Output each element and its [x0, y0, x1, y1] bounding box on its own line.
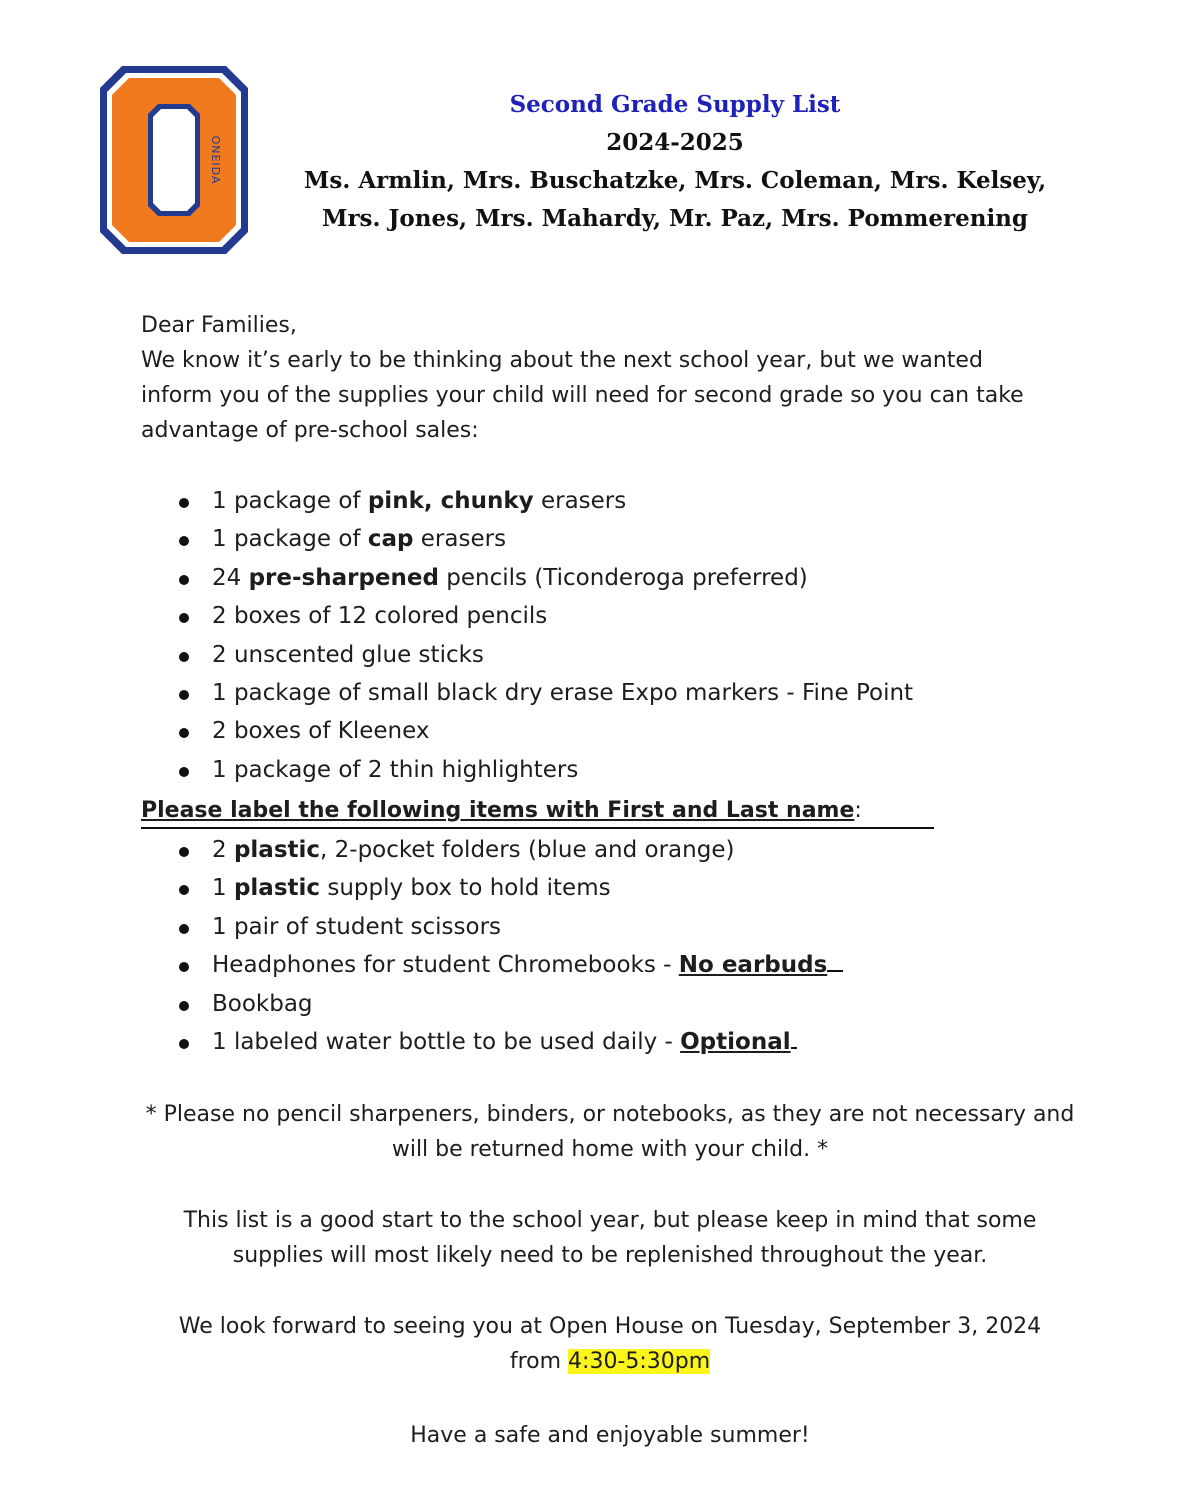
list-item: 24 pre-sharpened pencils (Ticonderoga preferred)	[141, 559, 1101, 597]
list-item: 1 package of small black dry erase Expo markers - Fine Point	[141, 674, 1101, 712]
bullet-icon	[179, 1001, 189, 1011]
list-item: 2 plastic, 2-pocket folders (blue and orange)	[141, 831, 1101, 869]
list-item: 1 plastic supply box to hold items	[141, 869, 1101, 907]
teachers-line-2: Mrs. Jones, Mrs. Mahardy, Mr. Paz, Mrs. Pommerening	[321, 205, 1028, 232]
bullet-icon	[179, 962, 189, 972]
oneida-logo	[100, 66, 248, 254]
labeled-items-list	[141, 831, 1101, 1061]
optional-note: Optional	[680, 1028, 791, 1055]
bullet-icon	[179, 575, 189, 585]
bullet-icon	[179, 690, 189, 700]
list-item: 1 package of 2 thin highlighters	[141, 751, 1101, 789]
school-year: 2024-2025	[606, 129, 744, 156]
list-item: 2 unscented glue sticks	[141, 636, 1101, 674]
bullet-icon	[179, 1039, 189, 1049]
list-item: 1 package of cap erasers	[141, 520, 1101, 558]
intro-letter	[141, 308, 1061, 448]
open-house-time: 4:30-5:30pm	[568, 1349, 711, 1374]
list-item: 1 package of pink, chunky erasers	[141, 482, 1101, 520]
bullet-icon	[179, 613, 189, 623]
supply-list	[141, 482, 1101, 789]
page-title: Second Grade Supply List	[509, 91, 841, 118]
list-item: Headphones for student Chromebooks - No earbuds	[141, 946, 1101, 984]
label-heading: Please label the following items with First and Last name:	[141, 795, 934, 829]
bullet-icon	[179, 498, 189, 508]
bullet-icon	[179, 767, 189, 777]
logo-text: ONEIDA	[209, 135, 222, 185]
page-header	[300, 86, 1050, 238]
bullet-icon	[179, 924, 189, 934]
list-item: 2 boxes of 12 colored pencils	[141, 597, 1101, 635]
open-house-note: We look forward to seeing you at Open House on Tuesday, September 3, 2024 from 4:30-5:30pm	[178, 1314, 1042, 1374]
list-item: 2 boxes of Kleenex	[141, 712, 1101, 750]
replenish-reminder: This list is a good start to the school year, but please keep in mind that some supplies will most likely need to be replenished throughout the year.	[183, 1208, 1037, 1268]
greeting: Dear Families,	[141, 313, 297, 338]
teachers-line-1: Ms. Armlin, Mrs. Buschatzke, Mrs. Coleman, Mrs. Kelsey,	[303, 167, 1047, 194]
bullet-icon	[179, 652, 189, 662]
list-item: 1 labeled water bottle to be used daily - Optional	[141, 1023, 1101, 1061]
list-item: 1 pair of student scissors	[141, 908, 1101, 946]
bullet-icon	[179, 536, 189, 546]
bullet-icon	[179, 728, 189, 738]
list-item: Bookbag	[141, 985, 1101, 1023]
bullet-icon	[179, 847, 189, 857]
intro-body: We know it’s early to be thinking about the next school year, but we wanted inform you of the supplies your child will need for second grade so you can take advantage of pre-school sales:	[141, 348, 1024, 443]
no-earbuds-note: No earbuds	[678, 952, 828, 979]
bullet-icon	[179, 885, 189, 895]
note-no-sharpeners: * Please no pencil sharpeners, binders, or notebooks, as they are not necessary and will be returned home with your child. *	[145, 1102, 1075, 1162]
closing-line: Have a safe and enjoyable summer!	[410, 1423, 810, 1448]
